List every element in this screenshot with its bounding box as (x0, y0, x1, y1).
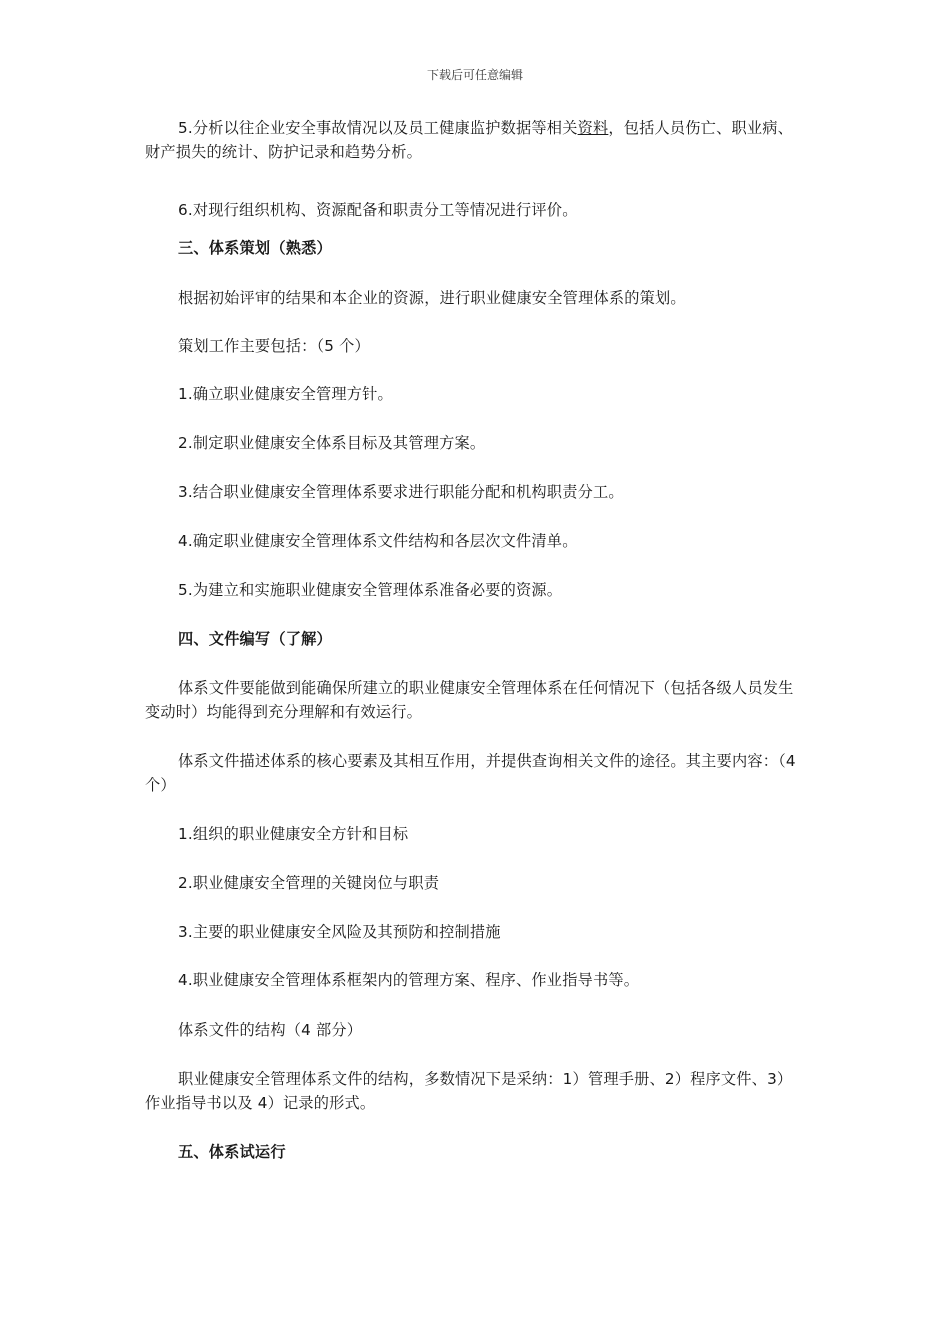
list-item: 3.主要的职业健康安全风险及其预防和控制措施 (178, 923, 501, 941)
paragraph-item6-evaluation: 6.对现行组织机构、资源配备和职责分工等情况进行评价。 (178, 201, 578, 219)
section-heading-5: 五、体系试运行 (178, 1143, 286, 1161)
paragraph-planning-list-title: 策划工作主要包括：（5 个） (178, 337, 370, 355)
paragraph-planning-intro: 根据初始评审的结果和本企业的资源，进行职业健康安全管理体系的策划。 (178, 289, 686, 307)
list-item: 1.确立职业健康安全管理方针。 (178, 385, 393, 403)
paragraph-item5-analysis (145, 116, 807, 164)
section-heading-3: 三、体系策划（熟悉） (178, 239, 332, 257)
list-item: 1.组织的职业健康安全方针和目标 (178, 825, 409, 843)
page-header-note: 下载后可任意编辑 (426, 68, 523, 82)
paragraph-text: 5.分析以往企业安全事故情况以及员工健康监护数据等相关 (178, 119, 578, 137)
paragraph-doc-content: 体系文件描述体系的核心要素及其相互作用，并提供查询相关文件的途径。其主要内容：（4 个） (145, 752, 796, 794)
list-item: 2.制定职业健康安全体系目标及其管理方案。 (178, 434, 486, 452)
paragraph-text: ，包括人员伤亡、职业病、财产损失的统计、防护记录和趋势分析。 (145, 119, 794, 161)
paragraph-doc-requirement: 体系文件要能做到能确保所建立的职业健康安全管理体系在任何情况下（包括各级人员发生变动时）均能得到充分理解和有效运行。 (145, 679, 794, 721)
list-item: 3.结合职业健康安全管理体系要求进行职能分配和机构职责分工。 (178, 483, 624, 501)
list-item: 2.职业健康安全管理的关键岗位与职责 (178, 874, 440, 892)
list-item: 4.职业健康安全管理体系框架内的管理方案、程序、作业指导书等。 (178, 971, 640, 989)
paragraph-doc-structure: 职业健康安全管理体系文件的结构，多数情况下是采纳：1）管理手册、2）程序文件、3）作业指导书以及 4）记录的形式。 (145, 1070, 793, 1112)
list-item: 5.为建立和实施职业健康安全管理体系准备必要的资源。 (178, 581, 563, 599)
section-heading-4: 四、文件编写（了解） (178, 630, 332, 648)
data-link[interactable]: 资料 (577, 119, 609, 137)
list-item: 4.确定职业健康安全管理体系文件结构和各层次文件清单。 (178, 532, 578, 550)
paragraph-doc-structure-title: 体系文件的结构（4 部分） (178, 1021, 363, 1039)
